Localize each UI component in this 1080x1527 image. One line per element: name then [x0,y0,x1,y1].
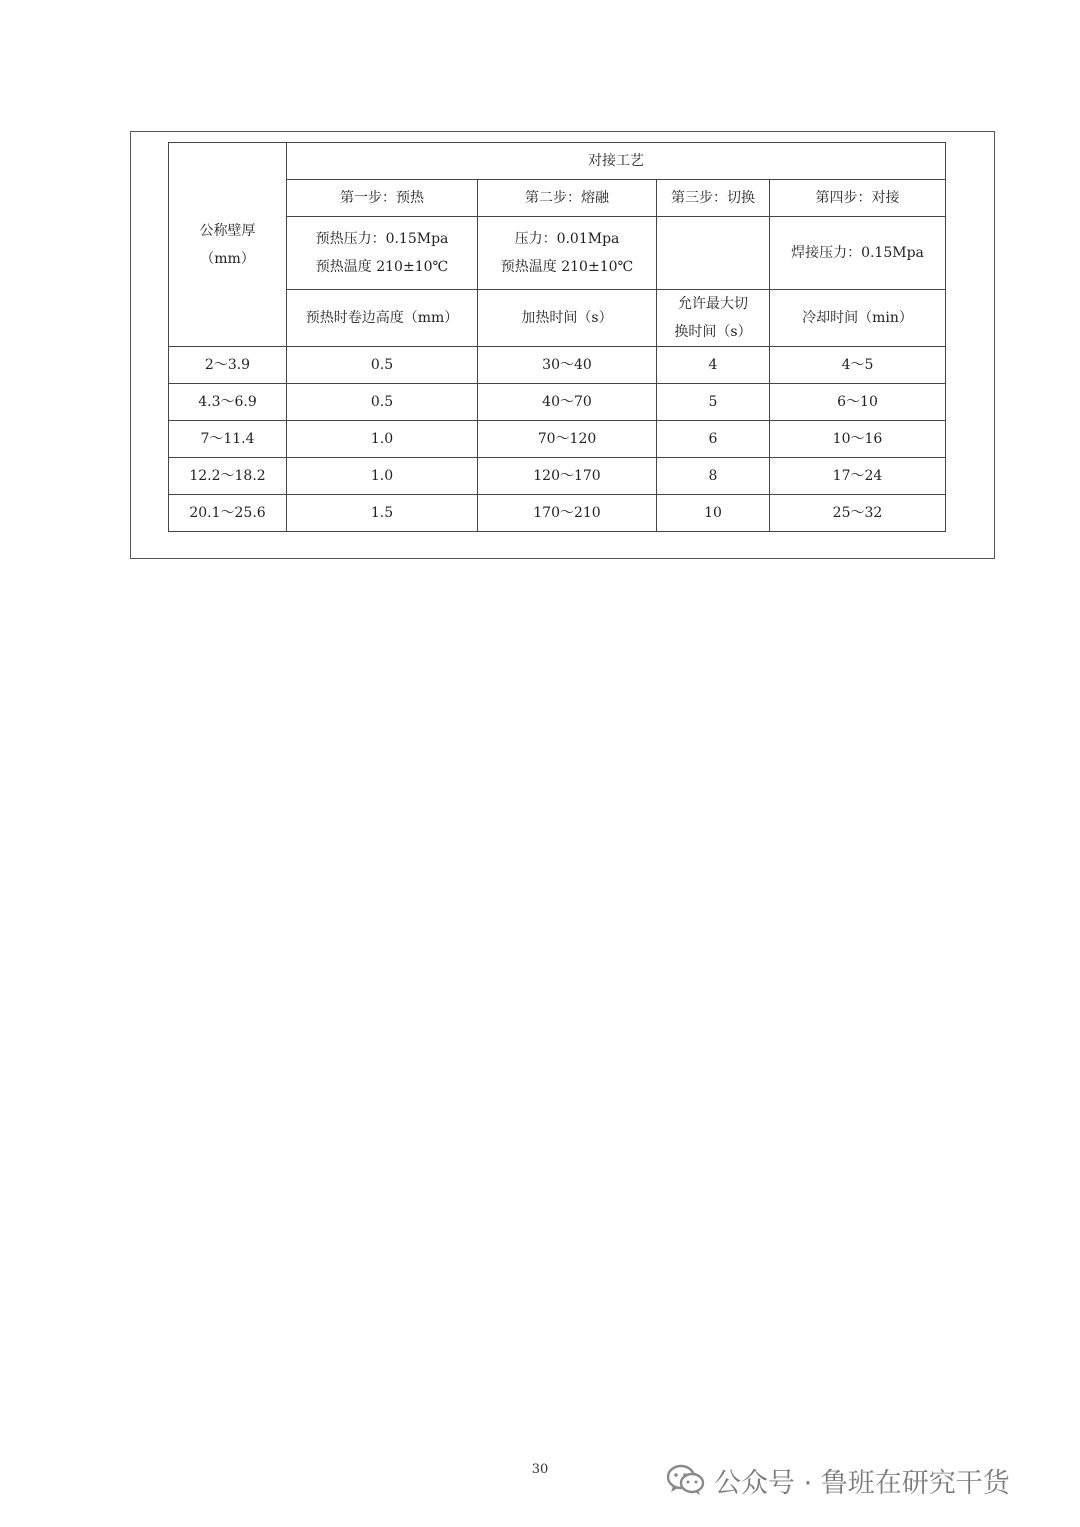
step-2-header: 第二步：熔融 [478,180,657,217]
wall-thickness-cell: 4.3～6.9 [169,384,287,421]
wechat-icon [666,1463,706,1497]
heating-time-cell: 70～120 [478,421,657,458]
step-1-params [287,217,478,290]
table-row [169,458,946,495]
bead-height-cell: 1.0 [287,421,478,458]
switch-time-cell: 6 [657,421,770,458]
process-group-title: 对接工艺 [287,143,946,180]
wall-thickness-unit: （mm） [200,250,255,267]
wall-thickness-header [169,143,287,347]
watermark-text: 公众号 · 鲁班在研究干货 [714,1467,1010,1499]
cooling-time-cell: 4～5 [770,347,946,384]
step-2-measure: 加热时间（s） [478,290,657,347]
page-number: 30 [531,1462,549,1477]
step-1-header: 第一步：预热 [287,180,478,217]
table-row [169,347,946,384]
step-3-measure-line2: 换时间（s） [674,324,752,340]
step-2-temperature: 预热温度 210±10℃ [500,259,634,275]
step-3-header: 第三步：切换 [657,180,770,217]
switch-time-cell: 4 [657,347,770,384]
bead-height-cell: 1.0 [287,458,478,495]
switch-time-cell: 10 [657,495,770,532]
wall-thickness-cell: 20.1～25.6 [169,495,287,532]
heating-time-cell: 170～210 [478,495,657,532]
wall-thickness-cell: 7～11.4 [169,421,287,458]
step-4-params: 焊接压力：0.15Mpa [770,217,946,290]
step-3-params [657,217,770,290]
watermark [666,1460,1010,1500]
wall-thickness-cell: 2～3.9 [169,347,287,384]
bead-height-cell: 1.5 [287,495,478,532]
step-3-measure [657,290,770,347]
switch-time-cell: 5 [657,384,770,421]
step-1-temperature: 预热温度 210±10℃ [315,259,449,275]
table-row [169,421,946,458]
cooling-time-cell: 10～16 [770,421,946,458]
bead-height-cell: 0.5 [287,347,478,384]
cooling-time-cell: 25～32 [770,495,946,532]
step-4-measure: 冷却时间（min） [770,290,946,347]
heating-time-cell: 40～70 [478,384,657,421]
step-2-pressure: 压力：0.01Mpa [514,231,620,247]
wall-thickness-cell: 12.2～18.2 [169,458,287,495]
cooling-time-cell: 17～24 [770,458,946,495]
step-1-pressure: 预热压力：0.15Mpa [315,231,449,247]
cooling-time-cell: 6～10 [770,384,946,421]
step-2-params [478,217,657,290]
step-4-header: 第四步：对接 [770,180,946,217]
bead-height-cell: 0.5 [287,384,478,421]
switch-time-cell: 8 [657,458,770,495]
table-row [169,384,946,421]
heating-time-cell: 120～170 [478,458,657,495]
step-1-measure: 预热时卷边高度（mm） [287,290,478,347]
step-3-measure-line1: 允许最大切 [678,296,748,312]
butt-fusion-process-table [168,142,946,532]
wall-thickness-label: 公称壁厚 [199,222,256,239]
table-row [169,495,946,532]
heating-time-cell: 30～40 [478,347,657,384]
